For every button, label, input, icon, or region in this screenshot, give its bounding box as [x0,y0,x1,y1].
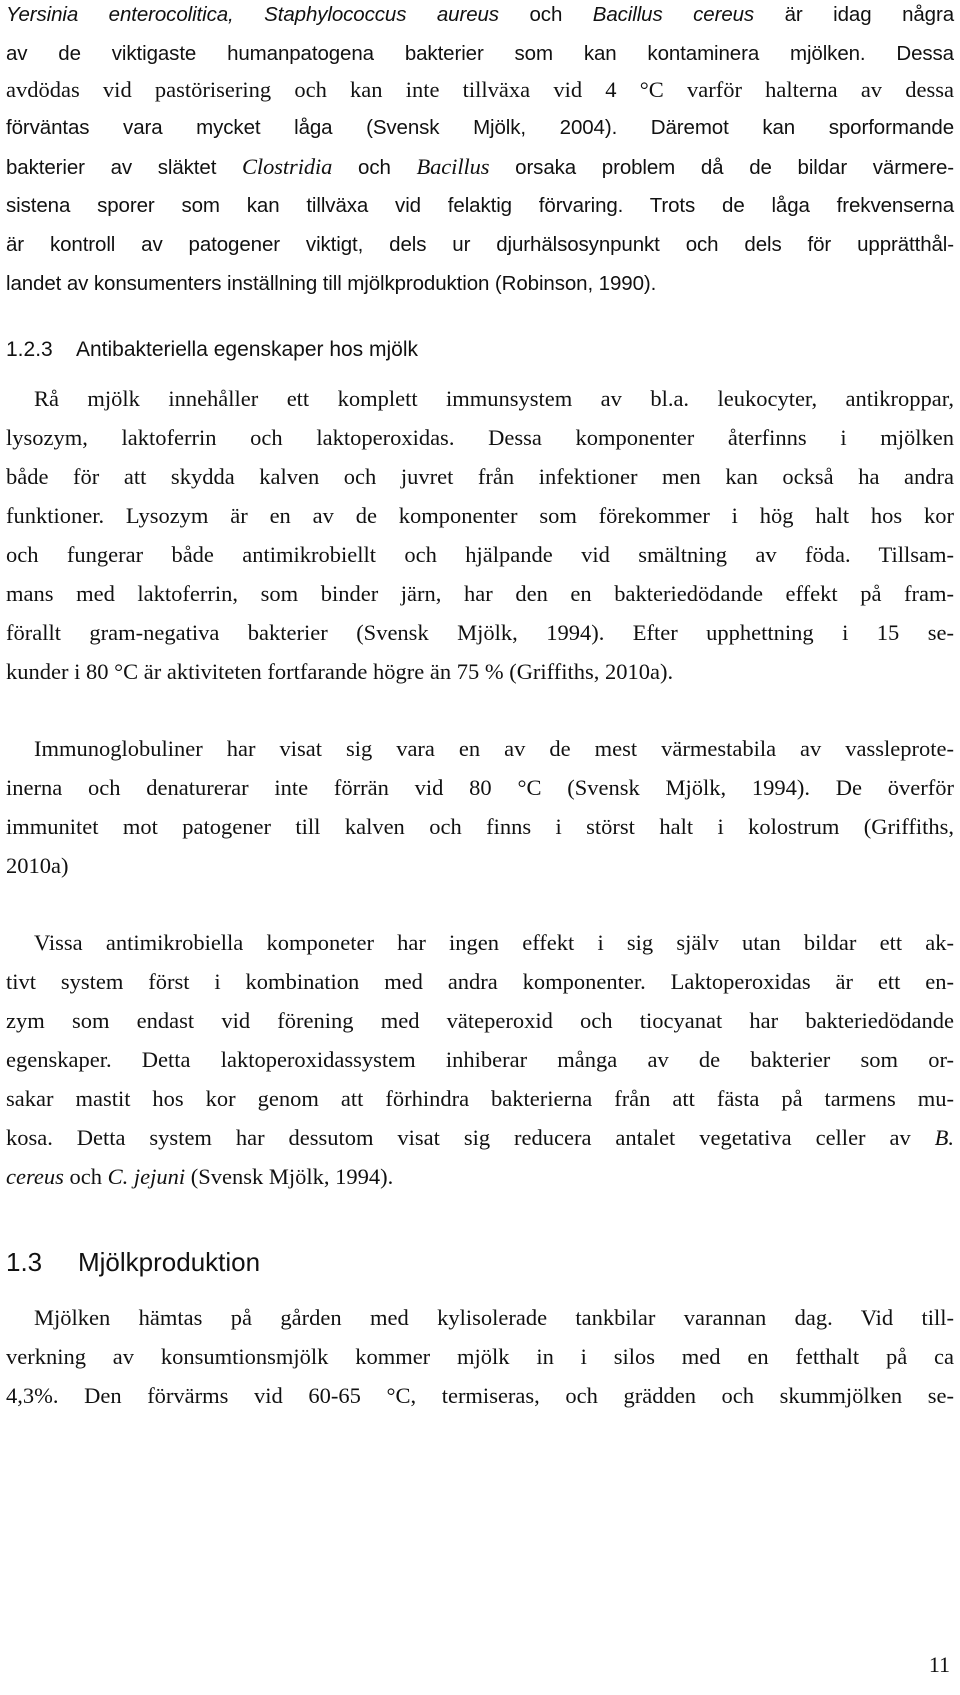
paragraph-line: landet av konsumenters inställning till mjölkproduktion (Robinson, 1990). [6,272,657,295]
text-run: kosa. Detta system har dessutom visat sig reducera antalet vegetativa celler av [6,1125,935,1150]
italic-species: Bacillus cereus [592,3,755,26]
paragraph-line: Mjölken hämtas på gården med kylisolerade tankbilar varannan dag. Vid till- [34,1305,954,1330]
text-run: Däremot kan sporformande [617,116,955,139]
text-run: bakterier av släktet [6,156,243,179]
paragraph-line [6,1123,954,1153]
paragraph-line: och fungerar både antimikrobiellt och hjälpande vid smältning av föda. Tillsam- [6,542,954,567]
italic-species: B. [934,1125,954,1150]
paragraph-line: mans med laktoferrin, som binder järn, har den en bakteriedödande effekt på fram- [6,581,954,606]
paragraph-line: sakar mastit hos kor genom att förhindra bakterierna från att fästa på tarmens mu- [6,1086,954,1111]
section-title: Mjölkproduktion [78,1247,261,1277]
paragraph-line [6,0,954,30]
paragraph-line: av de viktigaste humanpatogena bakterier som kan kontaminera mjölken. Dessa [6,42,954,65]
paragraph-line: avdödas vid pastörisering och kan inte tillväxa vid 4 °C varför halterna av dessa [6,77,954,102]
paragraph-line [6,152,954,183]
section-heading [6,1245,260,1279]
paragraph-line: 2010a) [6,853,69,878]
italic-genus: Clostridia [242,154,333,179]
text-run: och [498,3,593,26]
text-run: och [332,156,417,179]
paragraph-line: funktioner. Lysozym är en av de komponenter som förekommer i hög halt hos kor [6,503,954,528]
section-title: Antibakteriella egenskaper hos mjölk [76,338,419,361]
paragraph-line: förallt gram-negativa bakterier (Svensk Mjölk, 1994). Efter upphettning i 15 se- [6,620,954,645]
paragraph-line: 4,3%. Den förvärms vid 60-65 °C, termiseras, och grädden och skummjölken se- [6,1383,954,1408]
paragraph-line: immunitet mot patogener till kalven och finns i störst halt i kolostrum (Griffiths, [6,814,954,839]
italic-species: C. jejuni [107,1164,186,1189]
paragraph-line: både för att skydda kalven och juvret från infektioner men kan också ha andra [6,464,954,489]
paragraph-line: är kontroll av patogener viktigt, dels ur djurhälsosynpunkt och dels för upprätthål- [6,233,954,256]
paragraph-line: zym som endast vid förening med väteperoxid och tiocyanat har bakteriedödande [6,1008,954,1033]
text-run: och [63,1164,108,1189]
section-number: 1.2.3 [6,338,53,361]
italic-species: cereus [6,1164,64,1189]
paragraph-line: tivt system först i kombination med andra komponenter. Laktoperoxidas är ett en- [6,969,954,994]
paragraph-line: egenskaper. Detta laktoperoxidassystem inhiberar många av de bakterier som or- [6,1047,954,1072]
paragraph-line: sistena sporer som kan tillväxa vid felaktig förvaring. Trots de låga frekvenserna [6,194,954,217]
paragraph-line: verkning av konsumtionsmjölk kommer mjölk in i silos med en fetthalt på ca [6,1344,954,1369]
section-number: 1.3 [6,1247,43,1277]
paragraph-line: inerna och denaturerar inte förrän vid 80 °C (Svensk Mjölk, 1994). De överför [6,775,954,800]
text-run: förväntas vara mycket låga (Svensk Mjölk, 2004). [6,116,618,139]
paragraph-line: Vissa antimikrobiella komponeter har ingen effekt i sig själv utan bildar ett ak- [34,930,954,955]
paragraph-line [6,1162,954,1192]
text-run: orsaka problem då de bildar värmere- [489,156,954,179]
paragraph-line: kunder i 80 °C är aktiviteten fortfarande högre än 75 % (Griffiths, 2010a). [6,659,674,684]
section-heading [6,336,418,364]
text-run: är idag några [754,3,954,26]
page-number: 11 [928,1652,950,1677]
paragraph-line: Rå mjölk innehåller ett komplett immunsystem av bl.a. leukocyter, antikroppar, [34,386,954,411]
paragraph-line [6,113,954,143]
italic-species: Yersinia enterocolitica, Staphylococcus aureus [6,3,499,26]
text-run: (Svensk Mjölk, 1994). [185,1164,394,1189]
paragraph-line: Immunoglobuliner har visat sig vara en av de mest värmestabila av vassleprote- [34,736,954,761]
italic-genus: Bacillus [416,154,490,179]
paragraph-line: lysozym, laktoferrin och laktoperoxidas. Dessa komponenter återfinns i mjölken [6,425,954,450]
